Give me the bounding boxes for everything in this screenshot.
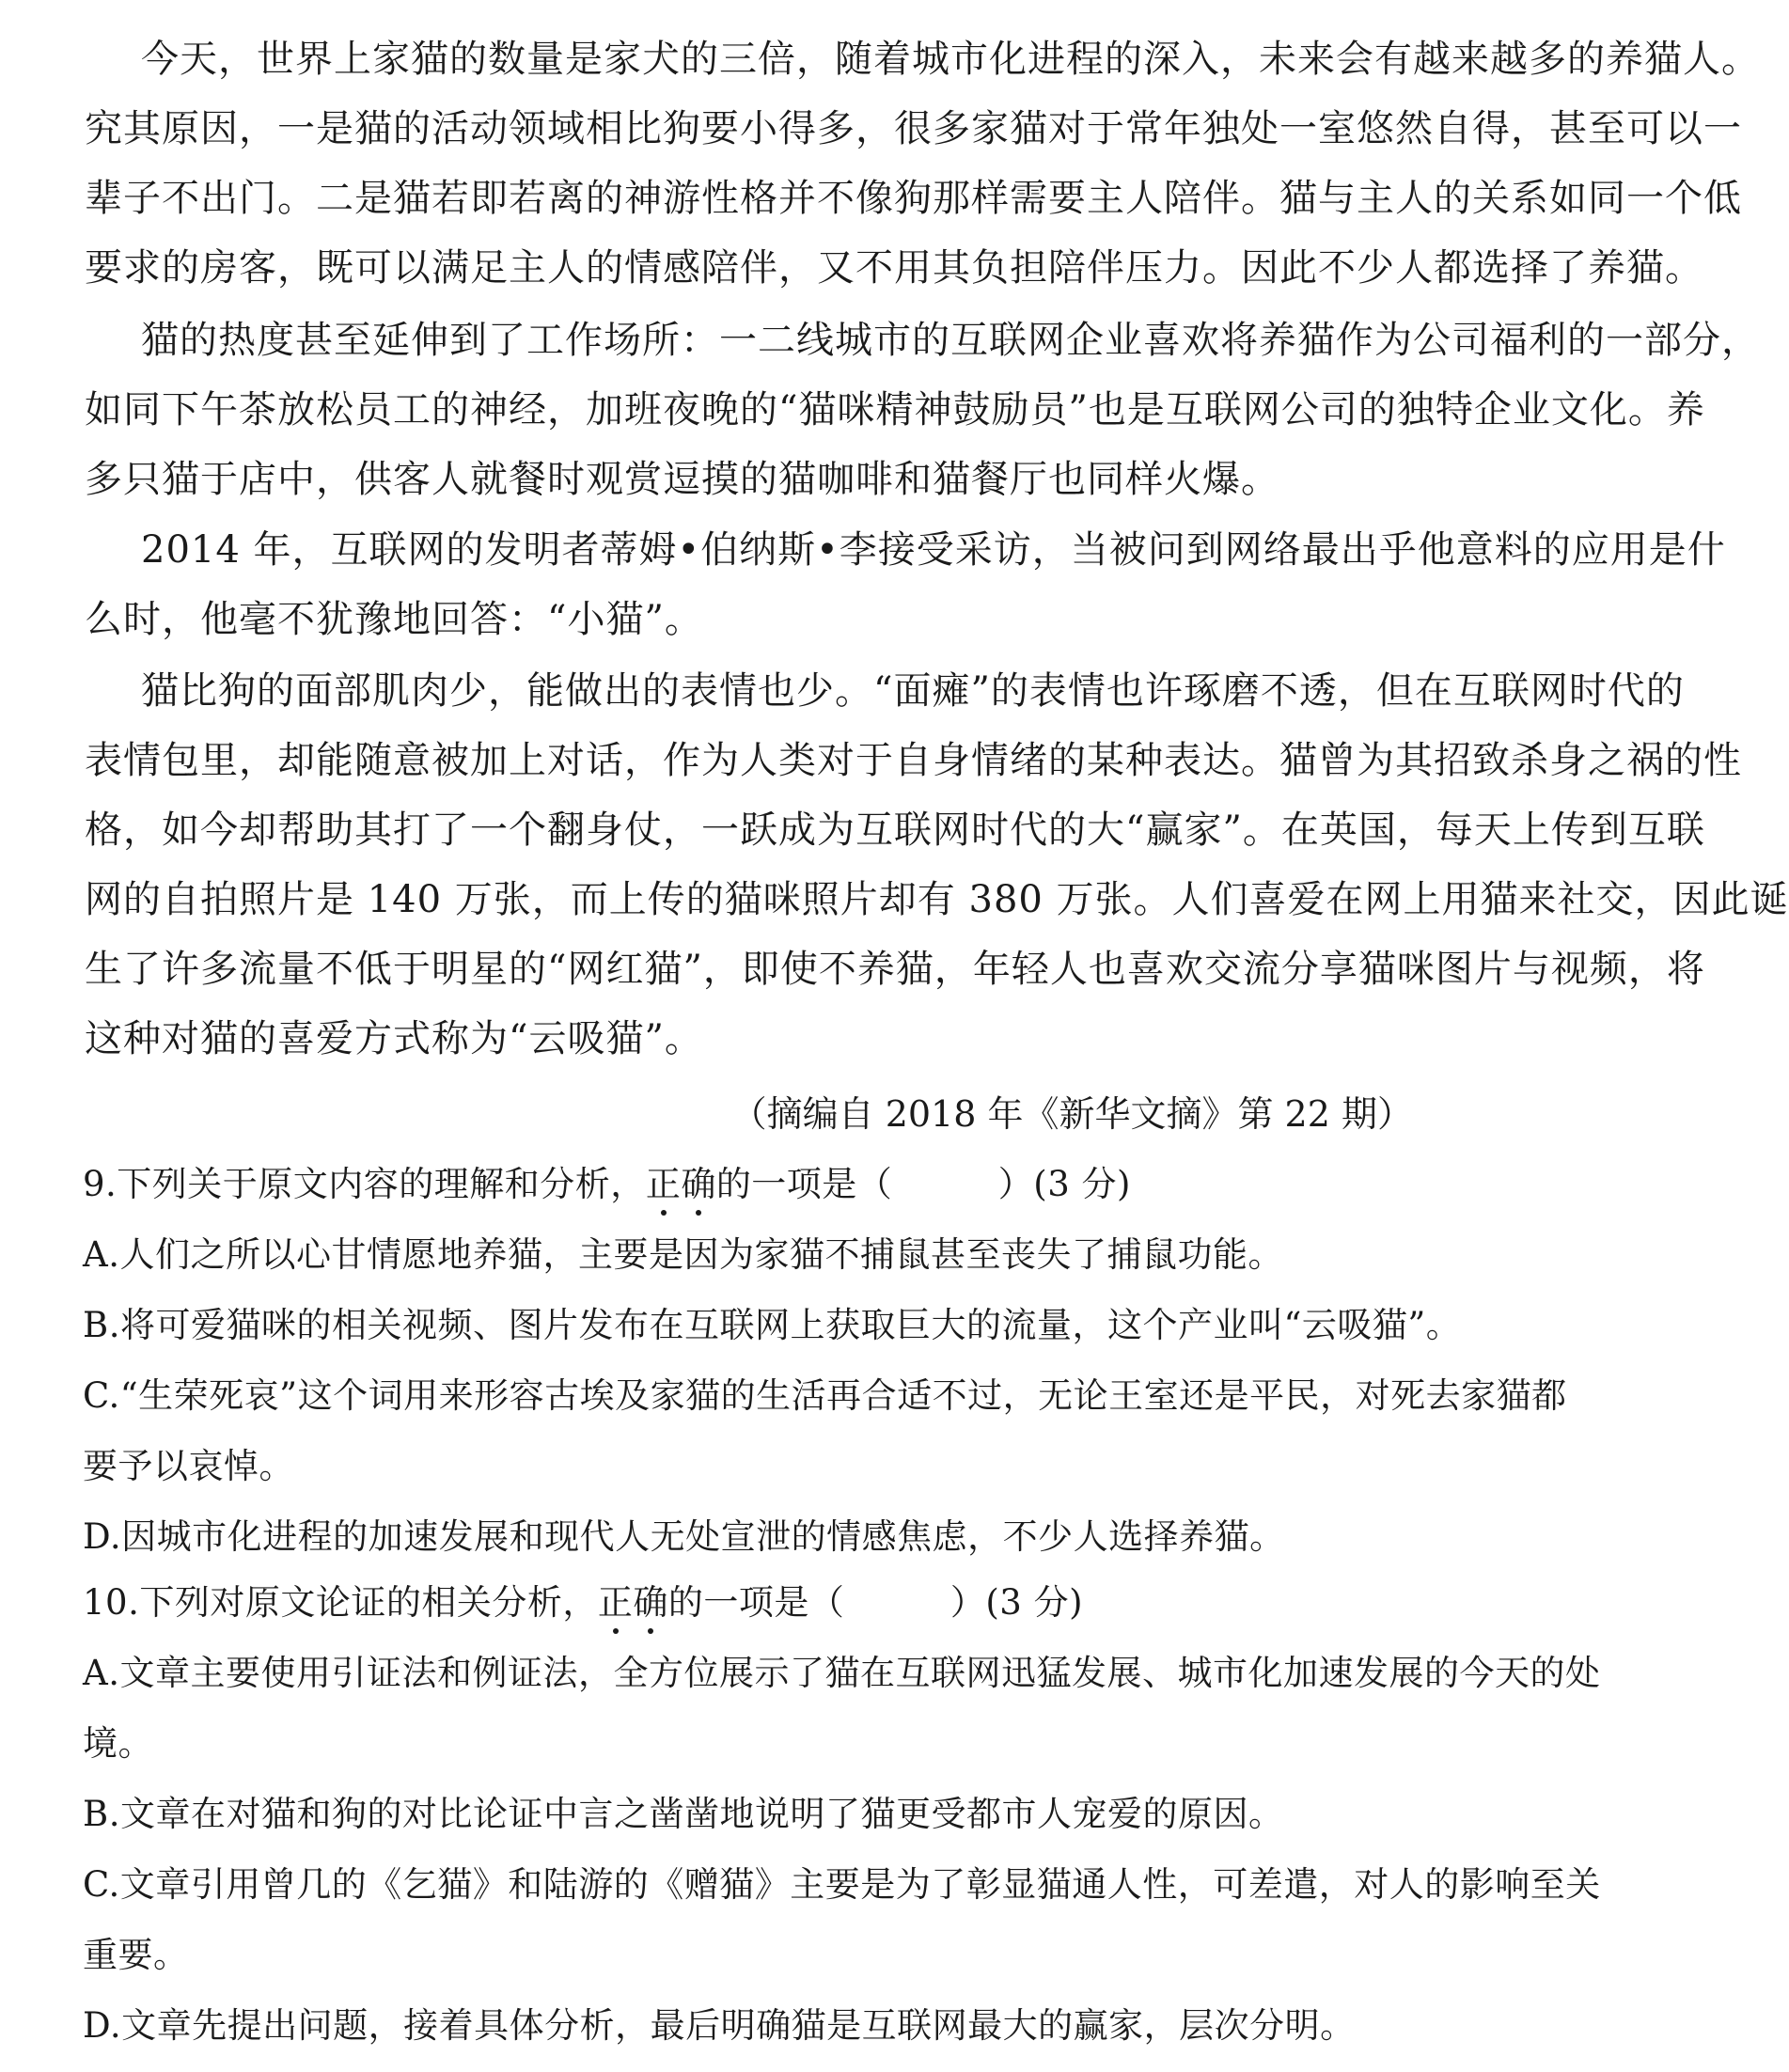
passage-p4-line3: 格，如今却帮助其打了一个翻身仗，一跃成为互联网时代的大“赢家”。在英国，每天上传到互联 <box>85 808 1705 852</box>
passage-p4-line5: 生了许多流量不低于明星的“网红猫”，即使不养猫，年轻人也喜欢交流分享猫咪图片与视频，将 <box>85 948 1705 991</box>
passage-p3-line1: 2014 年，互联网的发明者蒂姆•伯纳斯•李接受采访，当被问到网络最出乎他意料的应用是什 <box>141 528 1726 572</box>
question-10-stem-prefix: 10.下列对原文论证的相关分析， <box>83 1582 598 1623</box>
passage-p1-line1: 今天，世界上家猫的数量是家犬的三倍，随着城市化进程的深入，未来会有越来越多的养猫人。 <box>141 38 1760 81</box>
passage-p2-line3: 多只猫于店中，供客人就餐时观赏逗摸的猫咖啡和猫餐厅也同样火爆。 <box>85 458 1279 501</box>
question-9-option-d: D.因城市化进程的加速发展和现代人无处宣泄的情感焦虑，不少人选择养猫。 <box>83 1516 1285 1557</box>
question-9-emphasis-char-1: 正 <box>646 1161 682 1208</box>
passage-p4-line4: 网的自拍照片是 140 万张，而上传的猫咪照片却有 380 万张。人们喜爱在网上用猫来社交，因此诞 <box>85 878 1789 921</box>
question-10-option-c-line2: 重要。 <box>83 1935 189 1975</box>
question-10-emphasis-char-2: 确 <box>633 1579 668 1626</box>
question-10-emphasis-char-1: 正 <box>598 1579 634 1626</box>
passage-p4-line2: 表情包里，却能随意被加上对话，作为人类对于自身情绪的某种表达。猫曾为其招致杀身之祸的性 <box>85 739 1742 782</box>
question-9-option-c-line2: 要予以哀悼。 <box>83 1446 294 1486</box>
question-9-emphasis-char-2: 确 <box>681 1161 716 1208</box>
question-10-option-a-line2: 境。 <box>83 1723 153 1764</box>
passage-p3-line2: 么时，他毫不犹豫地回答：“小猫”。 <box>85 598 703 641</box>
question-9-option-c-line1: C.“生荣死哀”这个词用来形容古埃及家猫的生活再合适不过，无论王室还是平民，对死去家猫都 <box>83 1375 1567 1416</box>
question-9-option-a: A.人们之所以心甘情愿地养猫，主要是因为家猫不捕鼠甚至丧失了捕鼠功能。 <box>83 1234 1283 1275</box>
question-10-option-c-line1: C.文章引用曾几的《乞猫》和陆游的《赠猫》主要是为了彰显猫通人性，可差遣，对人的影响至关 <box>83 1864 1601 1905</box>
question-10-option-d: D.文章先提出问题，接着具体分析，最后明确猫是互联网最大的赢家，层次分明。 <box>83 2005 1356 2046</box>
passage-source: （摘编自 2018 年《新华文摘》第 22 期） <box>730 1093 1413 1135</box>
passage-p1-line3: 辈子不出门。二是猫若即若离的神游性格并不像狗那样需要主人陪伴。猫与主人的关系如同一个低 <box>85 177 1742 220</box>
question-10-option-b: B.文章在对猫和狗的对比论证中言之凿凿地说明了猫更受都市人宠爱的原因。 <box>83 1794 1284 1834</box>
passage-p1-line4: 要求的房客，既可以满足主人的情感陪伴，又不用其负担陪伴压力。因此不少人都选择了养猫。 <box>85 246 1703 290</box>
question-10-option-a-line1: A.文章主要使用引证法和例证法，全方位展示了猫在互联网迅猛发展、城市化加速发展的今天的处 <box>83 1653 1601 1693</box>
question-10-stem <box>83 1579 1083 1626</box>
question-9-stem-prefix: 9.下列关于原文内容的理解和分析， <box>83 1164 646 1204</box>
question-9-stem <box>83 1161 1131 1208</box>
passage-p1-line2: 究其原因，一是猫的活动领域相比狗要小得多，很多家猫对于常年独处一室悠然自得，甚至可以一 <box>85 107 1742 150</box>
question-9-option-b: B.将可爱猫咪的相关视频、图片发布在互联网上获取巨大的流量，这个产业叫“云吸猫”。 <box>83 1305 1462 1345</box>
question-9-stem-suffix: 的一项是（ ）(3 分) <box>715 1164 1131 1204</box>
passage-p4-line1: 猫比狗的面部肌肉少，能做出的表情也少。“面瘫”的表情也许琢磨不透，但在互联网时代的 <box>141 669 1685 713</box>
passage-p4-line6: 这种对猫的喜爱方式称为“云吸猫”。 <box>85 1017 703 1060</box>
passage-p2-line2: 如同下午茶放松员工的神经，加班夜晚的“猫咪精神鼓励员”也是互联网公司的独特企业文化。养 <box>85 388 1705 432</box>
passage-p2-line1: 猫的热度甚至延伸到了工作场所：一二线城市的互联网企业喜欢将养猫作为公司福利的一部分， <box>141 319 1760 362</box>
question-10-stem-suffix: 的一项是（ ）(3 分) <box>667 1582 1084 1623</box>
